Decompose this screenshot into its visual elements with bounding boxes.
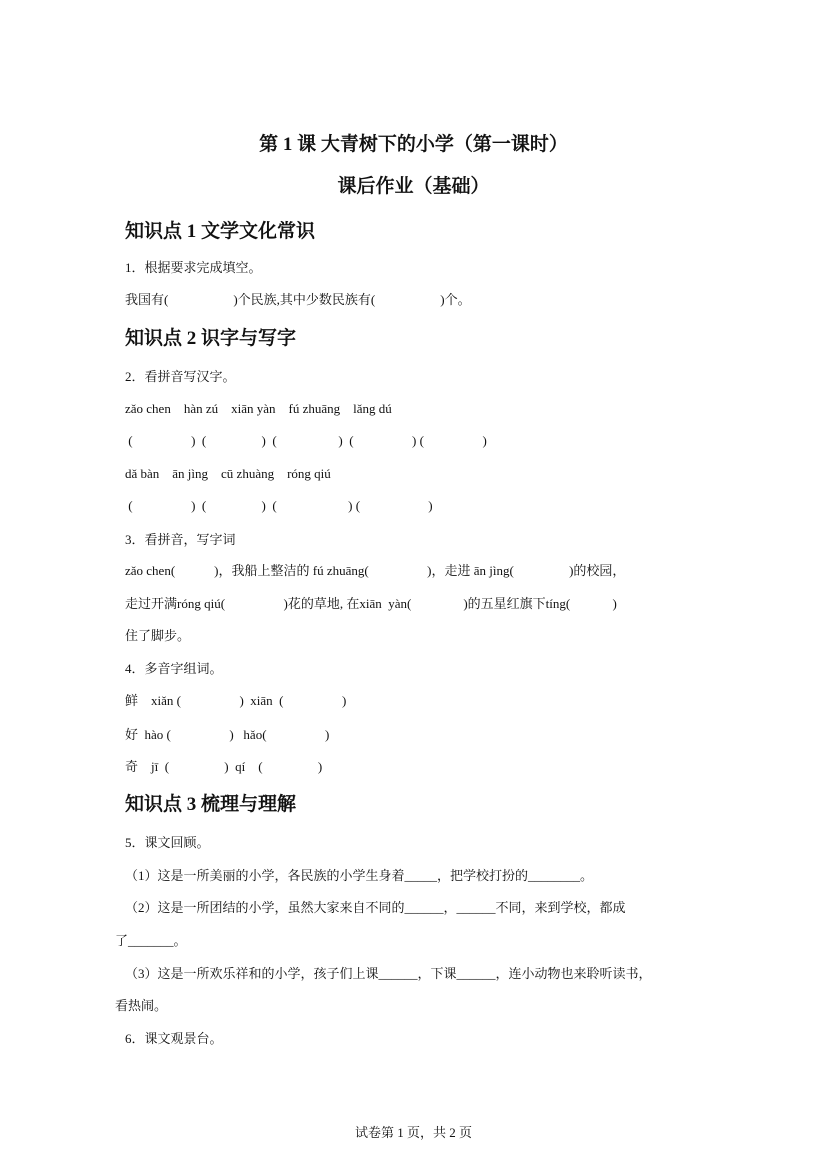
question-4: 4．多音字组词。 bbox=[125, 661, 223, 676]
section-heading-2: 知识点 2 识字与写字 bbox=[125, 328, 297, 349]
question-2-pinyin-1: zǎo chen hàn zú xiān yàn fú zhuāng lǎng dú bbox=[125, 401, 392, 416]
question-5-part-2: （2）这是一所团结的小学，虽然大家来自不同的______，______不同，来到学校，都成 bbox=[125, 900, 626, 915]
question-3-line-3: 住了脚步。 bbox=[125, 628, 191, 643]
question-5-part-3-cont: 看热闹。 bbox=[115, 998, 168, 1013]
document-subtitle: 课后作业（基础） bbox=[337, 176, 490, 197]
page-footer: 试卷第 1 页，共 2 页 bbox=[354, 1125, 472, 1140]
document-title: 第 1 课 大青树下的小学（第一课时） bbox=[259, 134, 568, 155]
question-1: 1．根据要求完成填空。 bbox=[125, 260, 262, 275]
section-heading-3: 知识点 3 梳理与理解 bbox=[125, 794, 297, 815]
question-2-blanks-1: ( ) ( ) ( ) ( ) ( ) bbox=[125, 433, 487, 448]
question-3-line-2: 走过开满róng qiú( )花的草地, 在xiān yàn( )的五星红旗下tíng( ) bbox=[125, 596, 617, 611]
question-3-line-1: zǎo chen( )，我船上整洁的 fú zhuāng( )，走进 ān jìng( )的校园， bbox=[125, 563, 626, 578]
question-4-line-1: 鲜 xiǎn ( ) xiān ( ) bbox=[125, 693, 347, 708]
section-heading-1: 知识点 1 文学文化常识 bbox=[125, 221, 316, 242]
question-3: 3．看拼音，写字词 bbox=[125, 532, 236, 547]
question-5-part-3: （3）这是一所欢乐祥和的小学，孩子们上课______，下课______，连小动物也来聆听读书， bbox=[125, 966, 652, 981]
question-2-blanks-2: ( ) ( ) ( ) ( ) bbox=[125, 498, 433, 513]
question-4-line-3: 奇 jī ( ) qí ( ) bbox=[125, 759, 323, 774]
question-4-line-2: 好 hào ( ) hǎo( ) bbox=[125, 727, 330, 742]
question-5-part-2-cont: 了_______。 bbox=[115, 933, 187, 948]
question-2-pinyin-2: dǎ bàn ān jìng cū zhuàng róng qiú bbox=[125, 466, 331, 481]
question-5: 5．课文回顾。 bbox=[125, 835, 210, 850]
question-6: 6．课文观景台。 bbox=[125, 1031, 223, 1046]
question-5-part-1: （1）这是一所美丽的小学，各民族的小学生身着_____，把学校打扮的________。 bbox=[125, 868, 594, 883]
question-1-text: 我国有( )个民族,其中少数民族有( )个。 bbox=[125, 292, 471, 307]
question-2: 2．看拼音写汉字。 bbox=[125, 369, 236, 384]
